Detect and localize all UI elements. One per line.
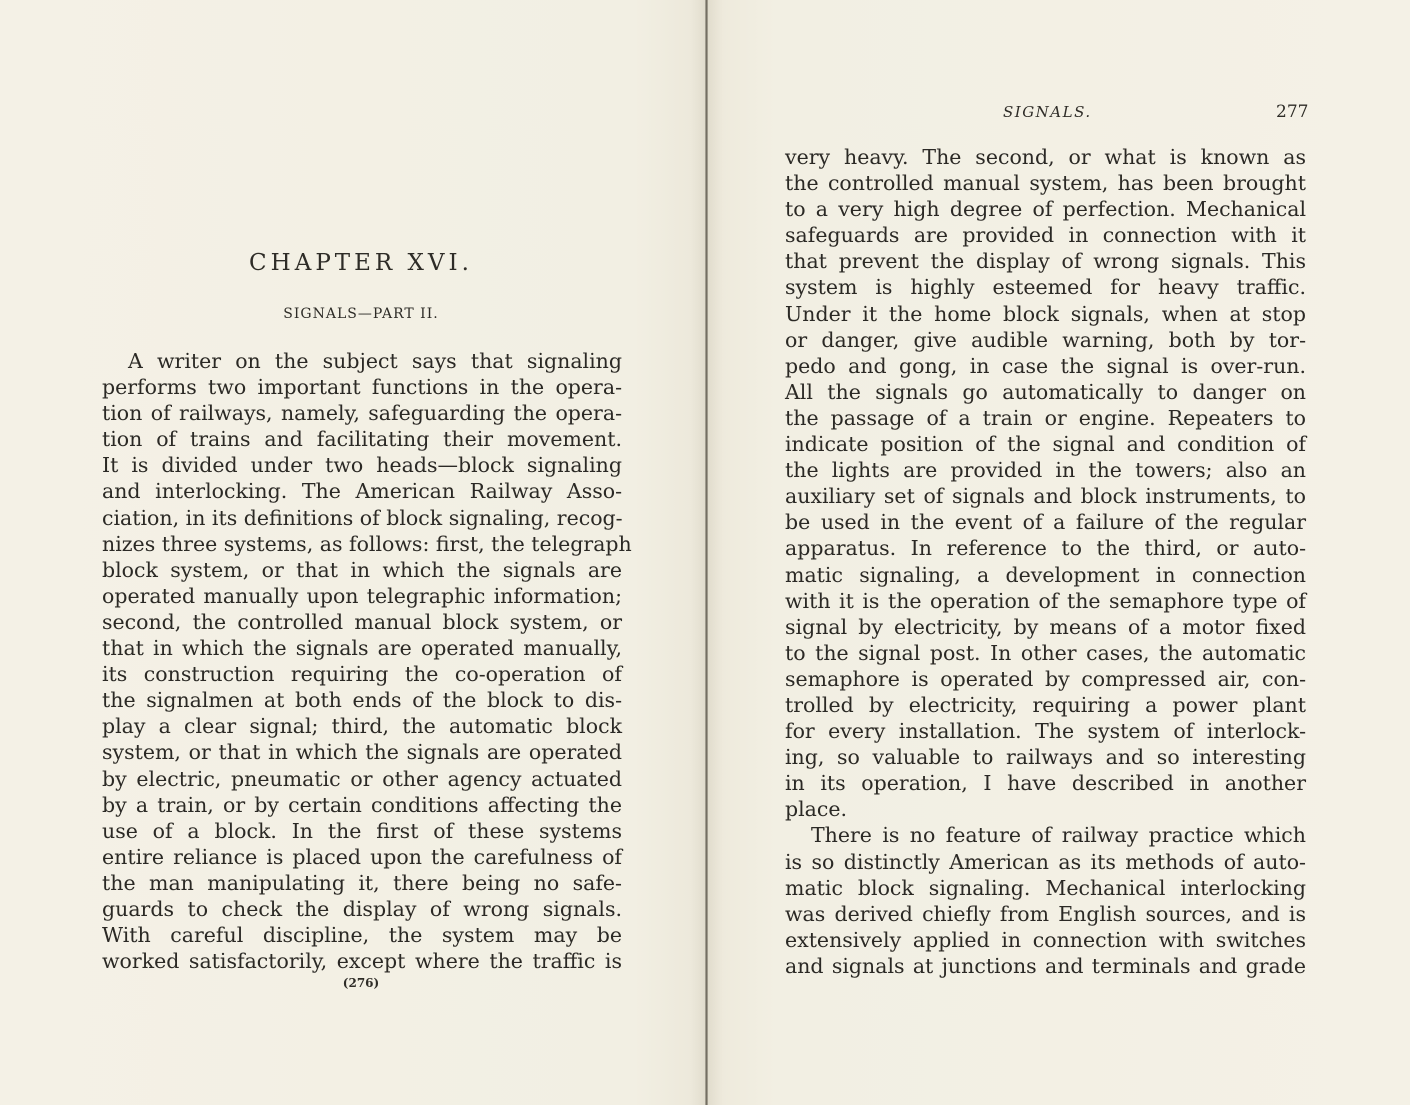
text-line: be used in the event of a failure of the regular bbox=[785, 510, 1306, 535]
text-line: use of a block. In the first of these systems bbox=[102, 818, 622, 843]
running-head: SIGNALS. bbox=[1003, 103, 1092, 121]
text-line: All the signals go automatically to danger on bbox=[785, 379, 1306, 404]
chapter-title: CHAPTER XVI. bbox=[249, 250, 473, 276]
text-line: safeguards are provided in connection with it bbox=[785, 223, 1306, 248]
text-line: matic signaling, a development in connection bbox=[785, 562, 1306, 587]
text-line: block system, or that in which the signals are bbox=[102, 557, 622, 582]
text-line: trolled by electricity, requiring a power plant bbox=[785, 692, 1306, 717]
text-line: and signals at junctions and terminals and grade bbox=[785, 953, 1306, 978]
text-line: the signalmen at both ends of the block to dis- bbox=[102, 688, 622, 713]
text-line: With careful discipline, the system may be bbox=[102, 923, 622, 948]
text-line: the passage of a train or engine. Repeaters to bbox=[785, 405, 1306, 430]
text-line: auxiliary set of signals and block instruments, to bbox=[785, 484, 1306, 509]
text-line: tion of railways, namely, safeguarding the opera- bbox=[102, 401, 622, 426]
text-line: system, or that in which the signals are operated bbox=[102, 740, 622, 765]
text-line: with it is the operation of the semaphore type of bbox=[785, 588, 1306, 613]
text-line: pedo and gong, in case the signal is over-run. bbox=[785, 353, 1306, 378]
text-line: second, the controlled manual block system, or bbox=[102, 609, 622, 634]
text-line: worked satisfactorily, except where the traffic is bbox=[102, 949, 622, 974]
text-line: extensively applied in connection with switches bbox=[785, 927, 1306, 952]
text-line: It is divided under two heads—block signaling bbox=[102, 453, 622, 478]
text-line: apparatus. In reference to the third, or auto- bbox=[785, 536, 1306, 561]
text-line: matic block signaling. Mechanical interlocking bbox=[785, 875, 1306, 900]
text-line: the lights are provided in the towers; also an bbox=[785, 458, 1306, 483]
text-line: system is highly esteemed for heavy traffic. bbox=[785, 275, 1306, 300]
text-line: ciation, in its definitions of block signaling, recog- bbox=[102, 505, 623, 530]
text-line: signal by electricity, by means of a motor fixed bbox=[785, 614, 1306, 639]
text-line: There is no feature of railway practice which bbox=[811, 823, 1306, 848]
text-line: nizes three systems, as follows: first, the telegraph bbox=[102, 531, 632, 556]
text-line: or danger, give audible warning, both by tor- bbox=[785, 327, 1306, 352]
text-line: was derived chiefly from English sources, and is bbox=[785, 901, 1306, 926]
text-line: the man manipulating it, there being no safe- bbox=[102, 870, 622, 895]
chapter-subtitle: SIGNALS—PART II. bbox=[283, 306, 439, 322]
text-line: very heavy. The second, or what is known as bbox=[785, 145, 1306, 169]
text-line: play a clear signal; third, the automatic block bbox=[102, 714, 622, 739]
text-line: that in which the signals are operated manually, bbox=[102, 636, 622, 661]
text-line: to a very high degree of perfection. Mechanical bbox=[785, 197, 1306, 222]
text-line: guards to check the display of wrong signals. bbox=[102, 896, 622, 921]
right-page-body bbox=[785, 144, 1306, 979]
text-line: semaphore is operated by compressed air, con- bbox=[785, 666, 1306, 691]
text-line: the controlled manual system, has been brought bbox=[785, 171, 1306, 196]
text-line: place. bbox=[785, 797, 848, 822]
text-line: in its operation, I have described in another bbox=[785, 771, 1306, 796]
page-number: 277 bbox=[1276, 102, 1309, 122]
text-line: indicate position of the signal and condition of bbox=[785, 432, 1306, 457]
page-folio: (276) bbox=[342, 976, 380, 990]
text-line: and interlocking. The American Railway Asso- bbox=[102, 479, 622, 504]
text-line: tion of trains and facilitating their movement. bbox=[102, 427, 622, 452]
text-line: A writer on the subject says that signaling bbox=[128, 349, 622, 373]
text-line: ing, so valuable to railways and so interesting bbox=[785, 745, 1306, 770]
text-line: to the signal post. In other cases, the automatic bbox=[785, 640, 1306, 665]
text-line: entire reliance is placed upon the carefulness of bbox=[102, 844, 622, 869]
text-line: for every installation. The system of interlock- bbox=[785, 719, 1306, 744]
text-line: by electric, pneumatic or other agency actuated bbox=[102, 766, 622, 791]
text-line: by a train, or by certain conditions affecting the bbox=[102, 792, 622, 817]
text-line: operated manually upon telegraphic information; bbox=[102, 583, 622, 608]
text-line: is so distinctly American as its methods of auto- bbox=[785, 849, 1306, 874]
left-page-body bbox=[102, 348, 632, 974]
text-line: that prevent the display of wrong signals. This bbox=[785, 249, 1306, 274]
text-line: its construction requiring the co-operation of bbox=[102, 662, 622, 687]
text-line: performs two important functions in the opera- bbox=[102, 375, 622, 400]
text-line: Under it the home block signals, when at stop bbox=[785, 301, 1306, 326]
